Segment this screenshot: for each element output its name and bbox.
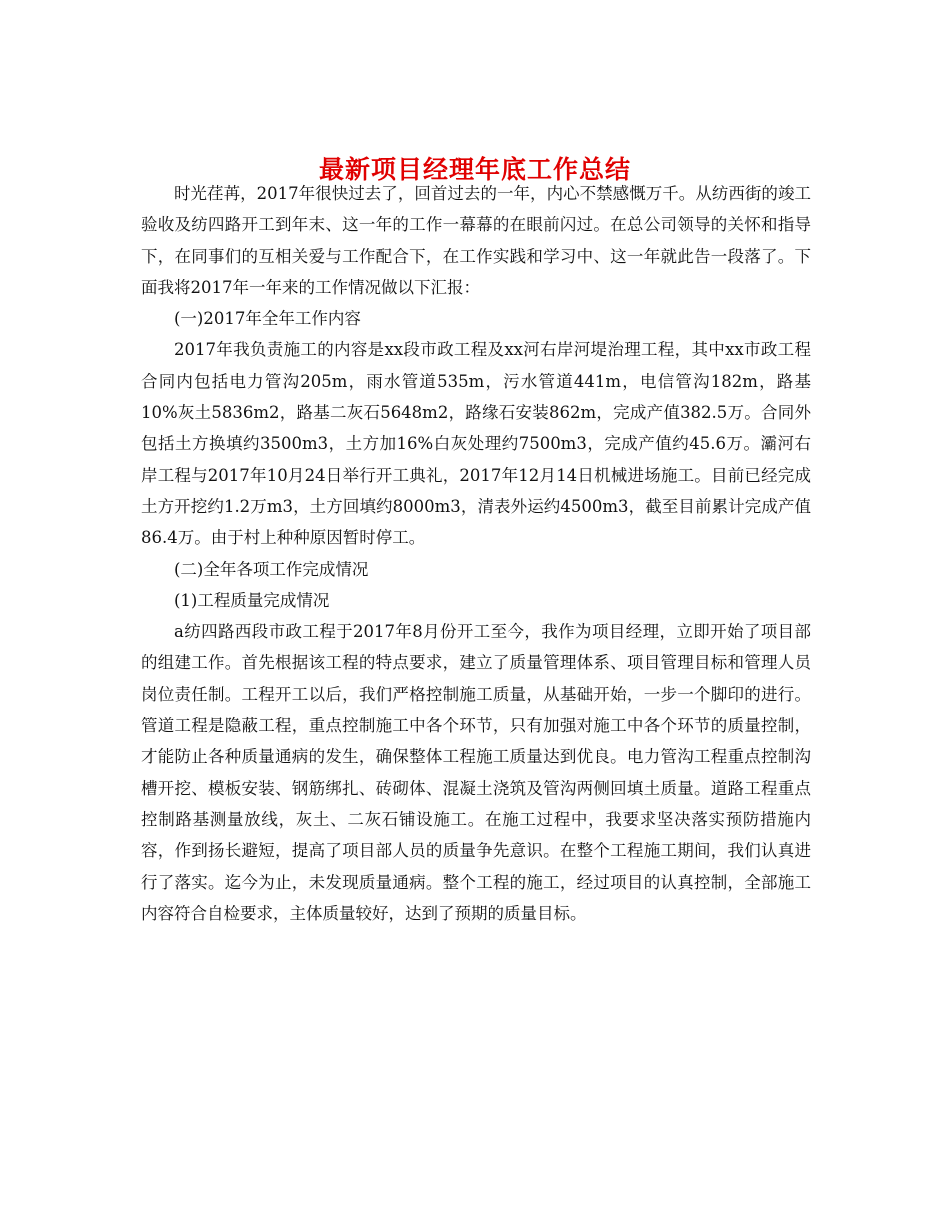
section-heading-work-content: (一)2017年全年工作内容 [174,309,361,329]
subsection-heading-quality: (1)工程质量完成情况 [174,590,330,610]
quality-paragraph: a纺四路西段市政工程于2017年8月份开工至今，我作为项目经理，立即开始了项目部的组建工作。首先根据该工程的特点要求，建立了质量管理体系、项目管理目标和管理人员岗位责任制。工程开工以后，我们严格控制施工质量，从基础开始，一步一个脚印的进行。管道工程是隐蔽工程，重点控制施工中各个环节，只有加强对施工中各个环节的质量控制，才能防止各种质量通病的发生，确保整体工程施工质量达到优良。电力管沟工程重点控制沟槽开挖、模板安装、钢筋绑扎、砖砌体、混凝土浇筑及管沟两侧回填土质量。道路工程重点控制路基测量放线，灰土、二灰石铺设施工。在施工过程中，我要求坚决落实预防措施内容，作到扬长避短，提高了项目部人员的质量争先意识。在整个工程施工期间，我们认真进行了落实。迄今为止，未发现质量通病。整个工程的施工，经过项目的认真控制，全部施工内容符合自检要求，主体质量较好，达到了预期的质量目标。 [141,622,811,923]
document-title: 最新项目经理年底工作总结 [318,154,631,184]
intro-paragraph: 时光荏苒，2017年很快过去了，回首过去的一年，内心不禁感慨万千。从纺西街的竣工验收及纺四路开工到年末、这一年的工作一幕幕的在眼前闪过。在总公司领导的关怀和指导下，在同事们的互相关爱与工作配合下，在工作实践和学习中、这一年就此告一段落了。下面我将2017年一年来的工作情况做以下汇报： [141,184,811,297]
section-heading-completion: (二)全年各项工作完成情况 [174,559,369,579]
document-body [141,178,811,929]
work-content-paragraph: 2017年我负责施工的内容是xx段市政工程及xx河右岸河堤治理工程，其中xx市政工程合同内包括电力管沟205m，雨水管道535m，污水管道441m，电信管沟182m，路基10%灰土5836m2，路基二灰石5648m2，路缘石安装862m，完成产值382.5万。合同外包括土方换填约3500m3，土方加16%白灰处理约7500m3，完成产值约45.6万。灞河右岸工程与2017年10月24日举行开工典礼，2017年12月14日机械进场施工。目前已经完成土方开挖约1.2万m3，土方回填约8000m3，清表外运约4500m3，截至目前累计完成产值86.4万。由于村上种种原因暂时停工。 [141,340,811,548]
